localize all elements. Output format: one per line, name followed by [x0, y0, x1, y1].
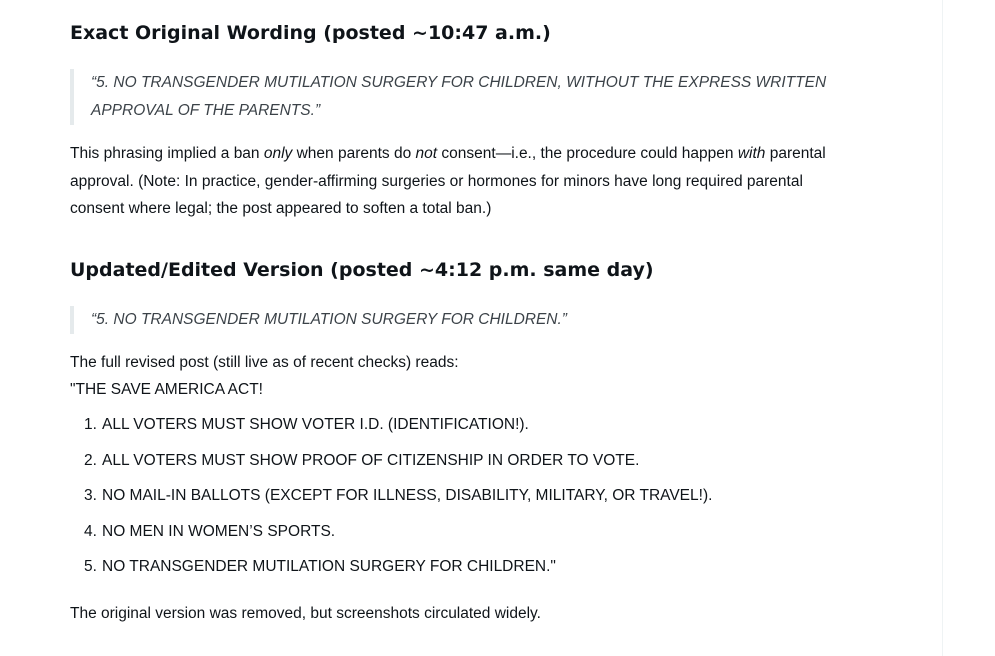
original-quote: “5. NO TRANSGENDER MUTILATION SURGERY FOR CHILDREN, WITHOUT THE EXPRESS WRITTEN APPROVAL OF THE PARENTS.”	[70, 69, 851, 125]
text-run: parental approval. (Note: In practice, gender-affirming surgeries or hormones for minors have long required parental consent where legal; the post appeared to soften a total ban.)	[70, 145, 826, 217]
text-run: This phrasing implied a ban	[70, 145, 264, 162]
emphasis-with: with	[737, 145, 766, 162]
list-item	[84, 482, 712, 518]
list-item	[84, 518, 712, 554]
list-item-text: NO MAIL-IN BALLOTS (EXCEPT FOR ILLNESS, DISABILITY, MILITARY, OR TRAVEL!).	[102, 487, 713, 504]
list-item-number: 4.	[84, 522, 97, 540]
original-explanation	[70, 140, 860, 223]
emphasis-only: only	[263, 145, 293, 162]
list-item	[84, 411, 712, 447]
list-item	[84, 447, 712, 483]
closing-note: The original version was removed, but screenshots circulated widely.	[70, 605, 541, 622]
section-heading-original: Exact Original Wording (posted ~10:47 a.m.)	[70, 22, 551, 44]
content-divider	[942, 0, 943, 656]
section-heading-updated: Updated/Edited Version (posted ~4:12 p.m. same day)	[70, 259, 654, 281]
list-item-number: 2.	[84, 451, 97, 469]
list-item	[84, 553, 712, 589]
list-item-number: 1.	[84, 416, 97, 433]
revised-post-intro: The full revised post (still live as of recent checks) reads:	[70, 354, 459, 371]
emphasis-not: not	[415, 145, 438, 162]
text-run: consent—i.e., the procedure could happen	[437, 145, 738, 162]
revised-post-title: "THE SAVE AMERICA ACT!	[70, 381, 263, 398]
list-item-text: NO MEN IN WOMEN’S SPORTS.	[102, 522, 336, 540]
list-item-text: NO TRANSGENDER MUTILATION SURGERY FOR CHILDREN."	[102, 558, 556, 575]
revised-post-list	[84, 411, 712, 589]
list-item-text: ALL VOTERS MUST SHOW VOTER I.D. (IDENTIFICATION!).	[102, 416, 529, 433]
list-item-number: 5.	[84, 558, 97, 575]
updated-quote: “5. NO TRANSGENDER MUTILATION SURGERY FOR CHILDREN.”	[70, 306, 851, 334]
list-item-number: 3.	[84, 487, 97, 504]
text-run: when parents do	[292, 145, 416, 162]
list-item-text: ALL VOTERS MUST SHOW PROOF OF CITIZENSHIP IN ORDER TO VOTE.	[102, 451, 640, 469]
